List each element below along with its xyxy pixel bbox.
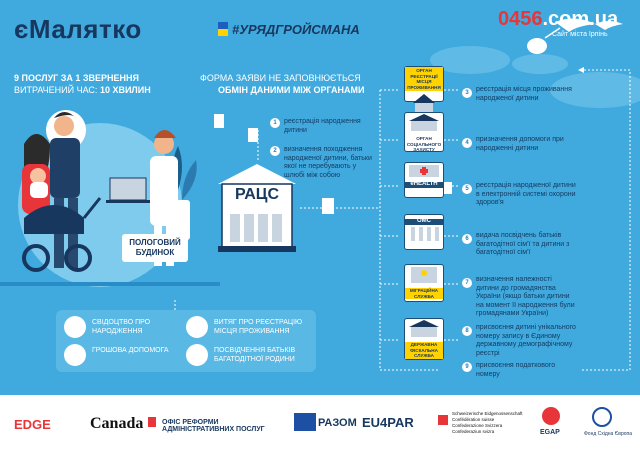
- house-icon: [405, 91, 443, 113]
- step-text-5: реєстрація народженої дитини в електронній системі охорони здоров'я: [476, 182, 576, 206]
- step-text-8: присвоєння дитині унікального номеру запису в Єдиному державному демографічному реєстрі: [476, 324, 576, 357]
- step-text-2: визначення походження народженої дитини, батьки якої не перебувають у шлюбі між собою: [284, 146, 372, 179]
- swiss-confederation-logo: [452, 411, 532, 435]
- app-title: єМалятко: [14, 14, 142, 44]
- step-text-1: реєстрація народження дитини: [284, 118, 361, 134]
- swiss-flag-icon: [438, 415, 448, 425]
- hashtag: #УРЯДГРОЙСМАНА: [232, 22, 360, 37]
- service-label-3: ОРГАН РЕЄСТРАЦІЇ МІСЦЯ ПРОЖИВАННЯ: [405, 67, 443, 91]
- service-card-ehealth: [404, 162, 444, 198]
- step-text-3: реєстрація місця проживання народженої дитини: [476, 86, 572, 102]
- documents-panel: [56, 310, 316, 372]
- hospital-icon: [405, 163, 443, 177]
- time-spent-label: ВИТРАЧЕНИЙ ЧАС:: [14, 85, 98, 95]
- certificate-icon: [64, 316, 86, 338]
- canada-flag-icon: [148, 417, 156, 427]
- service-label-7: МІГРАЦІЙНА СЛУЖБА: [405, 288, 443, 299]
- step-text-4: призначення допомоги при народженні дитини: [476, 136, 564, 152]
- hospital-label: ПОЛОГОВИЙ БУДИНОК: [129, 238, 181, 257]
- egap-logo: EGAP: [540, 429, 560, 436]
- swiss-line-4: Confederaziun svizra: [452, 429, 495, 434]
- step-number-6: 6: [462, 234, 472, 244]
- time-spent-value: 10 ХВИЛИН: [99, 85, 151, 95]
- document-text-1: СВІДОЦТВО ПРО НАРОДЖЕННЯ: [92, 319, 151, 335]
- site-logo-prefix: 0456: [498, 8, 543, 30]
- document-text-4: ПОСВІДЧЕННЯ БАТЬКІВ БАГАТОДІТНОЇ РОДИНИ: [214, 347, 296, 363]
- service-label-4: ОРГАН СОЦІАЛЬНОГО ЗАХИСТУ: [406, 136, 442, 153]
- swiss-line-3: Confederazione Svizzera: [452, 423, 503, 428]
- document-text-3: ГРОШОВА ДОПОМОГА: [92, 347, 169, 354]
- service-card-registration: [404, 66, 444, 102]
- step-number-1: 1: [270, 118, 280, 128]
- step-number-8: 8: [462, 326, 472, 336]
- edge-logo: EDGE: [14, 417, 51, 432]
- reform-office-logo: ОФІС РЕФОРМИ АДМІНІСТРАТИВНИХ ПОСЛУГ: [162, 419, 265, 433]
- swiss-line-1: Schweizerische Eidgenossenschaft: [452, 411, 523, 416]
- step-number-4: 4: [462, 138, 472, 148]
- canada-logo: Canada: [90, 415, 144, 432]
- services-count: 9 ПОСЛУГ ЗА 1 ЗВЕРНЕННЯ: [14, 73, 140, 83]
- step-number-2: 2: [270, 146, 280, 156]
- step-number-5: 5: [462, 184, 472, 194]
- service-card-social: [404, 112, 444, 152]
- step-text-9: присвоєння податкового номеру: [476, 362, 556, 378]
- service-card-oms: [404, 214, 444, 250]
- family-certificate-icon: [186, 344, 208, 366]
- site-subtitle: Сайт міста Ірпінь: [552, 31, 608, 38]
- form-note-line2: ОБМІН ДАНИМИ МІЖ ОРГАНАМИ: [218, 85, 365, 95]
- service-card-migration: [404, 264, 444, 302]
- form-note-line1: ФОРМА ЗАЯВИ НЕ ЗАПОВНЮЄТЬСЯ: [200, 73, 361, 83]
- service-label-8: ДЕРЖАВНА ФІСКАЛЬНА СЛУЖБА: [405, 342, 443, 359]
- racs-label: РАЦС: [234, 186, 280, 203]
- step-text-7: визначення належності дитини до громадянства України (якщо батьки дитини на момент її народження були громадянами України): [476, 276, 575, 317]
- fiscal-building-icon: [405, 319, 443, 337]
- site-logo-suffix: .com.ua: [542, 8, 619, 30]
- fund-emblem-icon: [592, 407, 612, 427]
- eu4par-logo: EU4PAR: [362, 415, 414, 430]
- step-number-9: 9: [462, 362, 472, 372]
- extract-icon: [186, 316, 208, 338]
- service-label-5: eHEALTH: [405, 182, 443, 188]
- migration-building-icon: [405, 265, 443, 283]
- fund-logo: Фонд Східна Європа: [583, 431, 633, 437]
- service-card-fiscal: [404, 318, 444, 360]
- step-number-7: 7: [462, 278, 472, 288]
- step-number-3: 3: [462, 88, 472, 98]
- eu-flag-icon: [294, 413, 316, 431]
- step-text-6: видача посвідчень батьків багатодітної сім'ї та дитини з багатодітної сім'ї: [476, 232, 570, 256]
- egap-emblem-icon: [542, 407, 560, 425]
- sponsors-footer: [0, 395, 640, 456]
- document-text-2: ВИТЯГ ПРО РЕЄСТРАЦІЮ МІСЦЯ ПРОЖИВАННЯ: [214, 319, 303, 335]
- service-label-6: ОМС: [405, 219, 443, 225]
- swiss-line-2: Confédération suisse: [452, 417, 495, 422]
- money-icon: [64, 344, 86, 366]
- building-icon: [405, 113, 443, 131]
- columns-icon: [405, 225, 443, 243]
- razom-logo: РАЗОМ: [318, 417, 357, 429]
